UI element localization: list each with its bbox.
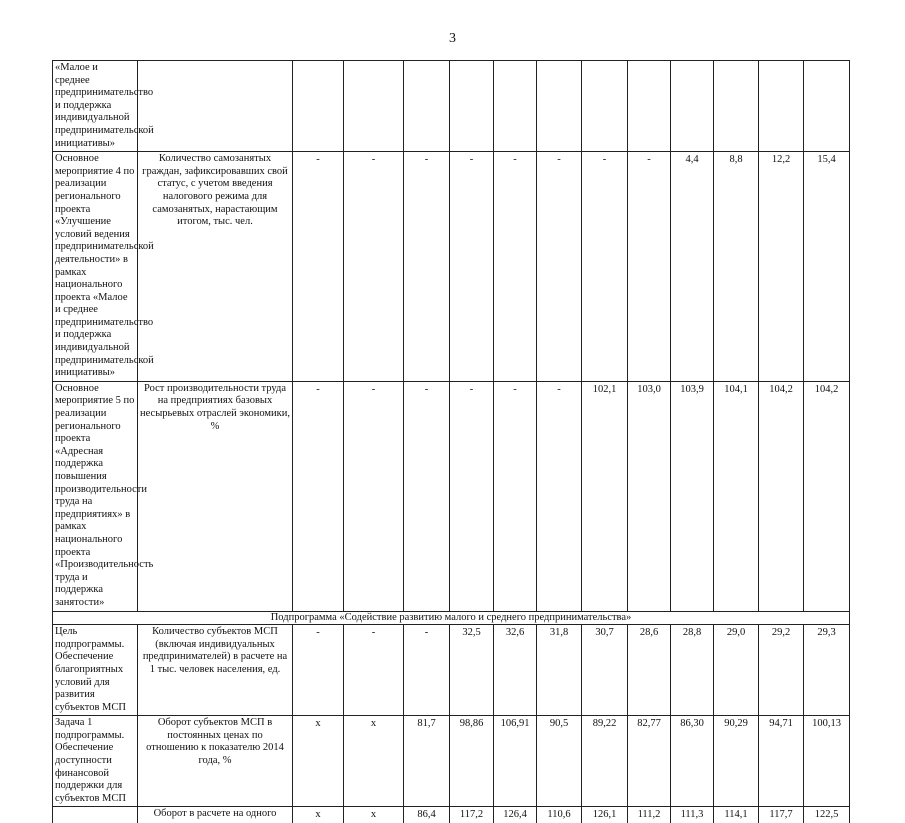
value-cell: 122,5 bbox=[804, 807, 850, 823]
value-cell bbox=[293, 61, 344, 152]
value-cell: 106,91 bbox=[494, 716, 537, 807]
value-cell: 12,2 bbox=[759, 152, 804, 382]
value-cell bbox=[628, 61, 671, 152]
table-row bbox=[53, 152, 850, 382]
measure-name-cell: «Малое и среднее предпринимательство и поддержка индивидуальной предпринимательской инициативы» bbox=[53, 61, 138, 152]
value-cell bbox=[804, 61, 850, 152]
value-cell: 114,1 bbox=[714, 807, 759, 823]
value-cell: - bbox=[344, 625, 404, 716]
value-cell bbox=[582, 61, 628, 152]
table-row bbox=[53, 61, 850, 152]
value-cell: - bbox=[344, 381, 404, 611]
value-cell: - bbox=[293, 152, 344, 382]
value-cell: 89,22 bbox=[582, 716, 628, 807]
table-row bbox=[53, 625, 850, 716]
value-cell: 104,1 bbox=[714, 381, 759, 611]
value-cell: 117,7 bbox=[759, 807, 804, 823]
indicator-cell: Оборот в расчете на одного bbox=[138, 807, 293, 823]
value-cell bbox=[759, 61, 804, 152]
table-row bbox=[53, 381, 850, 611]
value-cell: - bbox=[293, 625, 344, 716]
value-cell: - bbox=[628, 152, 671, 382]
measure-name-cell: Цель подпрограммы. Обеспечение благоприятных условий для развития субъектов МСП bbox=[53, 625, 138, 716]
indicator-cell: Количество самозанятых граждан, зафиксировавших свой статус, с учетом введения налогового режима для самозанятых, нарастающим итогом, тыс. чел. bbox=[138, 152, 293, 382]
value-cell: 86,4 bbox=[404, 807, 450, 823]
value-cell: x bbox=[293, 807, 344, 823]
measure-name-cell: Основное мероприятие 5 по реализации регионального проекта «Адресная поддержка повышения производительности труда на предприятиях» в рамках национального проекта «Производительность труда и поддержка занятости» bbox=[53, 381, 138, 611]
value-cell: 90,5 bbox=[537, 716, 582, 807]
value-cell: 15,4 bbox=[804, 152, 850, 382]
value-cell: 29,2 bbox=[759, 625, 804, 716]
measure-name-cell: Задача 1 подпрограммы. Обеспечение доступности финансовой поддержки для субъектов МСП bbox=[53, 716, 138, 807]
section-header-row bbox=[53, 611, 850, 625]
value-cell: - bbox=[344, 152, 404, 382]
value-cell: 28,8 bbox=[671, 625, 714, 716]
measure-name-cell bbox=[53, 807, 138, 823]
value-cell: - bbox=[537, 152, 582, 382]
measure-name-cell: Основное мероприятие 4 по реализации регионального проекта «Улучшение условий ведения предпринимательской деятельности» в рамках национального проекта «Малое и среднее предпринимательство и поддержка индивидуальной предпринимательской инициативы» bbox=[53, 152, 138, 382]
value-cell: 81,7 bbox=[404, 716, 450, 807]
value-cell: 82,77 bbox=[628, 716, 671, 807]
table-row bbox=[53, 716, 850, 807]
indicators-table bbox=[52, 60, 850, 823]
value-cell: - bbox=[293, 381, 344, 611]
section-title: Подпрограмма «Содействие развитию малого и среднего предпринимательства» bbox=[53, 611, 850, 625]
value-cell: 126,1 bbox=[582, 807, 628, 823]
value-cell bbox=[714, 61, 759, 152]
value-cell bbox=[344, 61, 404, 152]
value-cell: 30,7 bbox=[582, 625, 628, 716]
value-cell: 32,5 bbox=[450, 625, 494, 716]
indicator-cell: Рост производительности труда на предприятиях базовых несырьевых отраслей экономики, % bbox=[138, 381, 293, 611]
value-cell: 104,2 bbox=[804, 381, 850, 611]
value-cell: 103,0 bbox=[628, 381, 671, 611]
value-cell: - bbox=[537, 381, 582, 611]
value-cell: 4,4 bbox=[671, 152, 714, 382]
value-cell bbox=[450, 61, 494, 152]
value-cell: - bbox=[404, 625, 450, 716]
value-cell: 111,2 bbox=[628, 807, 671, 823]
indicator-cell: Количество субъектов МСП (включая индивидуальных предпринимателей) в расчете на 1 тыс. человек населения, ед. bbox=[138, 625, 293, 716]
value-cell: 94,71 bbox=[759, 716, 804, 807]
value-cell bbox=[494, 61, 537, 152]
value-cell: - bbox=[404, 152, 450, 382]
value-cell: 90,29 bbox=[714, 716, 759, 807]
value-cell: x bbox=[293, 716, 344, 807]
value-cell: 104,2 bbox=[759, 381, 804, 611]
value-cell: 32,6 bbox=[494, 625, 537, 716]
value-cell: 110,6 bbox=[537, 807, 582, 823]
page-number: 3 bbox=[0, 31, 905, 47]
table-body bbox=[53, 61, 850, 823]
indicator-cell bbox=[138, 61, 293, 152]
value-cell: x bbox=[344, 716, 404, 807]
value-cell: - bbox=[494, 381, 537, 611]
value-cell: 29,0 bbox=[714, 625, 759, 716]
value-cell: 117,2 bbox=[450, 807, 494, 823]
value-cell: 8,8 bbox=[714, 152, 759, 382]
value-cell: 28,6 bbox=[628, 625, 671, 716]
value-cell: 86,30 bbox=[671, 716, 714, 807]
value-cell: - bbox=[404, 381, 450, 611]
table-row bbox=[53, 807, 850, 823]
value-cell: 126,4 bbox=[494, 807, 537, 823]
value-cell: 31,8 bbox=[537, 625, 582, 716]
value-cell: 102,1 bbox=[582, 381, 628, 611]
value-cell bbox=[537, 61, 582, 152]
value-cell bbox=[671, 61, 714, 152]
value-cell: 103,9 bbox=[671, 381, 714, 611]
value-cell: - bbox=[450, 381, 494, 611]
indicator-cell: Оборот субъектов МСП в постоянных ценах по отношению к показателю 2014 года, % bbox=[138, 716, 293, 807]
value-cell: 29,3 bbox=[804, 625, 850, 716]
value-cell: 98,86 bbox=[450, 716, 494, 807]
value-cell: - bbox=[450, 152, 494, 382]
value-cell: - bbox=[494, 152, 537, 382]
value-cell bbox=[404, 61, 450, 152]
value-cell: 100,13 bbox=[804, 716, 850, 807]
value-cell: - bbox=[582, 152, 628, 382]
value-cell: 111,3 bbox=[671, 807, 714, 823]
value-cell: x bbox=[344, 807, 404, 823]
